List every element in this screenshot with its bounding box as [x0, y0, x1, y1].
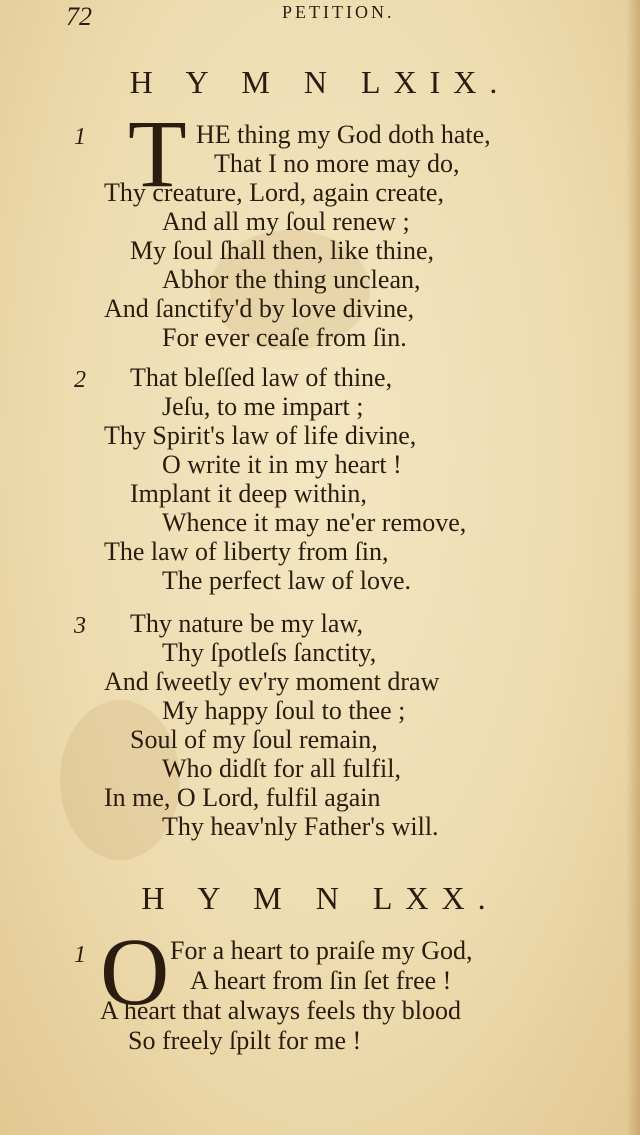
page-number: 72 — [66, 2, 92, 31]
hymn-line: My happy ſoul to thee ; — [162, 696, 406, 725]
hymn-line: Whence it may ne'er remove, — [162, 508, 467, 537]
hymn-line: Abhor the thing unclean, — [162, 265, 421, 294]
hymn-line: A heart that always feels thy blood — [100, 996, 462, 1025]
verse-number: 1 — [74, 124, 86, 150]
verse-number: 1 — [74, 942, 86, 968]
hymn-line: O write it in my heart ! — [162, 450, 402, 479]
hymn-line: A heart from ſin ſet free ! — [190, 966, 452, 995]
hymn-line: The law of liberty from ſin, — [104, 537, 389, 566]
drop-cap: T — [128, 100, 187, 207]
hymn-line: And ſanctify'd by love divine, — [104, 294, 415, 323]
hymn-line: And all my ſoul renew ; — [162, 207, 410, 236]
hymn-line: Who didſt for all fulfil, — [162, 754, 402, 783]
hymn-line: In me, O Lord, fulfil again — [104, 783, 381, 812]
hymn-line: The perfect law of love. — [162, 566, 412, 595]
page-edge-shadow — [626, 0, 640, 1135]
hymn-line: For ever ceaſe from ſin. — [162, 323, 407, 352]
hymn-line: Thy Spirit's law of life divine, — [104, 421, 417, 450]
hymn-line: And ſweetly ev'ry moment draw — [104, 667, 440, 696]
hymn-line: Thy creature, Lord, again create, — [104, 178, 444, 207]
hymn-title: H Y M N LXX. — [141, 880, 499, 916]
hymn-line: HE thing my God doth hate, — [196, 120, 491, 149]
hymn-line: Thy ſpotleſs ſanctity, — [162, 638, 377, 667]
hymn-line: My ſoul ſhall then, like thine, — [130, 236, 435, 265]
hymn-line: Jeſu, to me impart ; — [162, 392, 364, 421]
verse-number: 3 — [74, 613, 86, 639]
hymn-title: H Y M N LXIX. — [129, 64, 511, 100]
hymn-line: That I no more may do, — [214, 149, 460, 178]
hymn-line: That bleſſed law of thine, — [130, 363, 393, 392]
hymn-line: For a heart to praiſe my God, — [170, 936, 473, 965]
running-head: PETITION. — [282, 2, 395, 22]
hymn-line: Thy nature be my law, — [130, 609, 363, 638]
verse-number: 2 — [74, 367, 86, 393]
hymn-line: Thy heav'nly Father's will. — [162, 812, 439, 841]
drop-cap: O — [100, 918, 170, 1025]
hymn-line: Implant it deep within, — [130, 479, 367, 508]
hymn-line: So freely ſpilt for me ! — [128, 1026, 362, 1055]
hymn-line: Soul of my ſoul remain, — [130, 725, 378, 754]
